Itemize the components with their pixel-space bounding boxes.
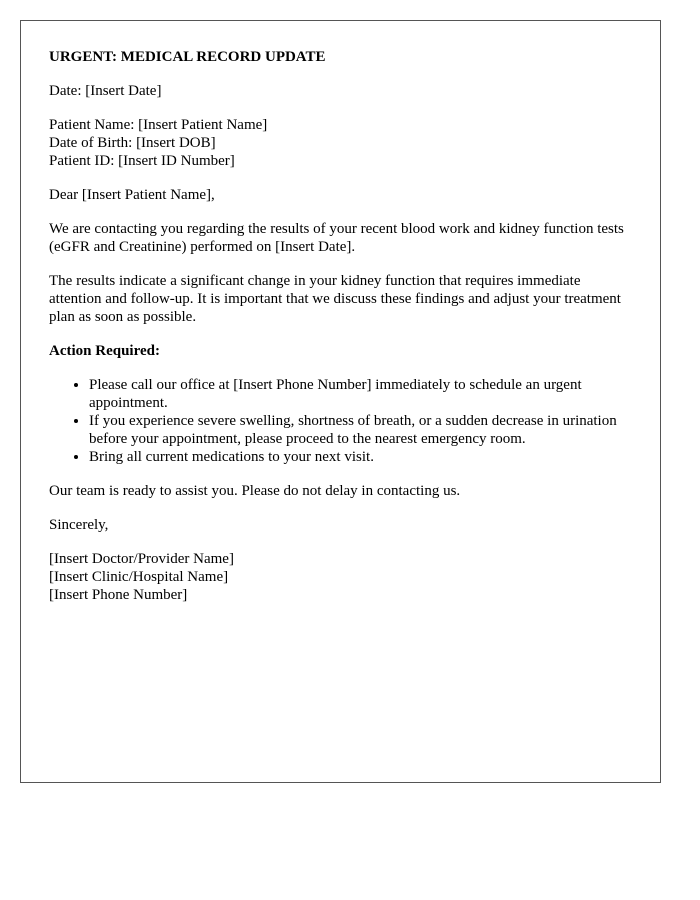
- salutation: Dear [Insert Patient Name],: [49, 187, 215, 203]
- signature-block: [49, 550, 632, 604]
- letter: [20, 20, 661, 783]
- action-item: • Bring all current medications to your next visit.: [89, 448, 632, 466]
- action-item: • If you experience severe swelling, shortness of breath, or a sudden decrease in urination before your appointment, please proceed to the nearest emergency room.: [89, 412, 632, 448]
- signoff: Sincerely,: [49, 517, 109, 533]
- clinic-phone: [Insert Phone Number]: [49, 587, 188, 603]
- action-heading: Action Required:: [49, 343, 160, 359]
- patient-id: Patient ID: [Insert ID Number]: [49, 153, 235, 169]
- date-line: Date: [Insert Date]: [49, 83, 162, 99]
- action-list: [49, 376, 632, 466]
- provider-name: [Insert Doctor/Provider Name]: [49, 551, 234, 567]
- closing-paragraph: Our team is ready to assist you. Please do not delay in contacting us.: [49, 483, 461, 499]
- action-item: • Please call our office at [Insert Phone Number] immediately to schedule an urgent appointment.: [89, 376, 632, 412]
- patient-dob: Date of Birth: [Insert DOB]: [49, 135, 216, 151]
- body-paragraph: The results indicate a significant change in your kidney function that requires immediate attention and follow-up. It is important that we discuss these findings and adjust your treatment plan as soon as possible.: [49, 273, 621, 325]
- letter-title: URGENT: MEDICAL RECORD UPDATE: [49, 49, 326, 65]
- clinic-name: [Insert Clinic/Hospital Name]: [49, 569, 229, 585]
- patient-info: [49, 116, 632, 170]
- body-paragraph: We are contacting you regarding the results of your recent blood work and kidney function tests (eGFR and Creatinine) performed on [Insert Date].: [49, 221, 624, 255]
- patient-name: Patient Name: [Insert Patient Name]: [49, 117, 268, 133]
